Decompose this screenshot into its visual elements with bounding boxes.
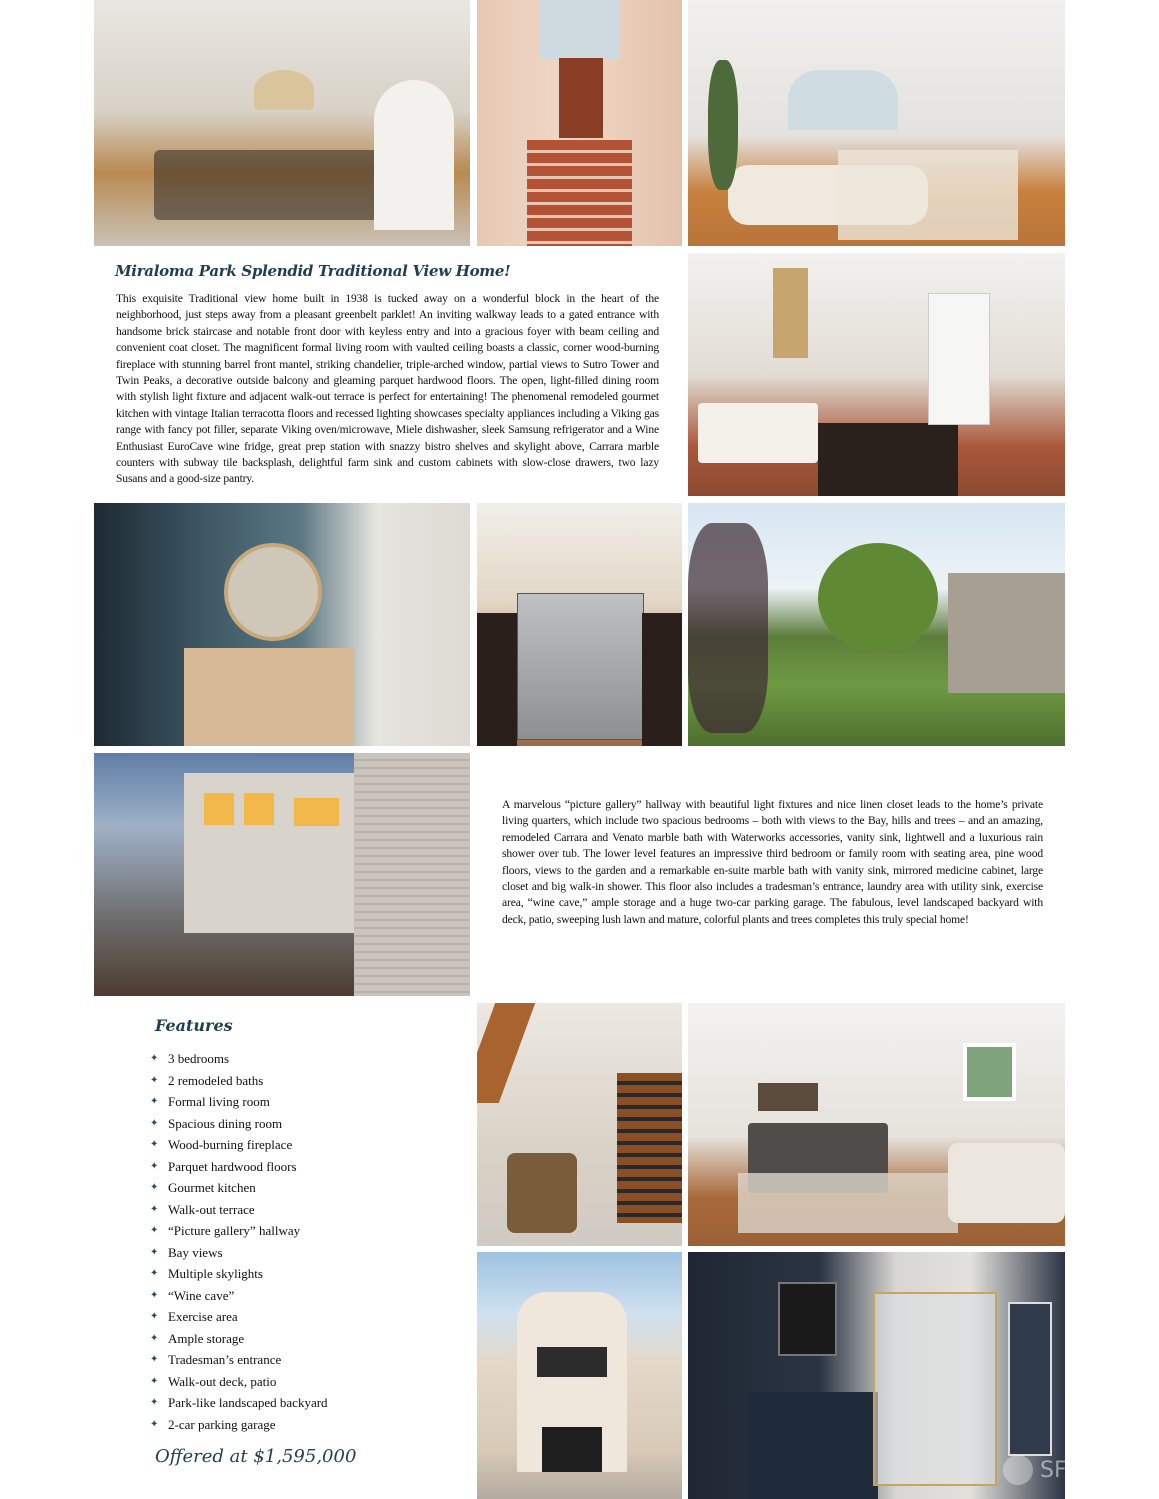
- diamond-bullet-icon: ✦: [150, 1225, 159, 1236]
- diamond-bullet-icon: ✦: [150, 1311, 159, 1322]
- feature-item: ✦ Spacious dining room: [150, 1113, 328, 1135]
- watermark-logo-icon: [1003, 1455, 1033, 1485]
- feature-item: ✦ 2-car parking garage: [150, 1414, 328, 1436]
- diamond-bullet-icon: ✦: [150, 1418, 159, 1430]
- diamond-bullet-icon: ✦: [150, 1354, 159, 1365]
- dining-room-photo: [94, 0, 470, 246]
- feature-item: ✦ Ample storage: [150, 1328, 328, 1350]
- feature-item: ✦ “Picture gallery” hallway: [150, 1220, 328, 1242]
- rear-exterior-photo: [94, 753, 470, 996]
- diamond-bullet-icon: ✦: [150, 1332, 159, 1344]
- watermark-text: SF: [1040, 1458, 1067, 1483]
- kitchen-photo: [688, 253, 1065, 496]
- feature-item: ✦ Wood-burning fireplace: [150, 1134, 328, 1156]
- bathroom-photo: [94, 503, 470, 746]
- diamond-bullet-icon: ✦: [150, 1160, 159, 1172]
- diamond-bullet-icon: ✦: [150, 1117, 159, 1129]
- feature-item: ✦ Bay views: [150, 1242, 328, 1264]
- listing-description-2: A marvelous “picture gallery” hallway with beautiful light fixtures and nice linen closet leads to the home’s private living quarters, which include two spacious bedrooms – both with views to the Bay, hills and trees – and an amazing, remodeled Carrara and Venato marble bath with Waterworks accessories, vanity sink, lightwell and a luxurious rain shower over tub. The lower level features an impressive third bedroom or family room with seating area, pine wood floors, views to the garden and a remarkable en-suite marble bath with vanity sink, mirrored medicine cabinet, large closet and big walk-in shower. This floor also includes a tradesman’s entrance, laundry area with utility sink, exercise area, “wine cave,” ample storage and a huge two-car parking garage. The fabulous, level landscaped backyard with deck, patio, sweeping lush lawn and mature, colorful plants and trees completes this truly special home!: [502, 798, 1043, 926]
- bedroom-photo: [688, 1003, 1065, 1246]
- diamond-bullet-icon: ✦: [150, 1182, 159, 1193]
- diamond-bullet-icon: ✦: [150, 1096, 159, 1107]
- feature-item: ✦ Walk-out terrace: [150, 1199, 328, 1221]
- feature-item: ✦ Tradesman’s entrance: [150, 1349, 328, 1371]
- backyard-photo: [688, 503, 1065, 746]
- feature-item: ✦ Park-like landscaped backyard: [150, 1392, 328, 1414]
- features-list: [150, 1048, 328, 1435]
- feature-item: ✦ “Wine cave”: [150, 1285, 328, 1307]
- diamond-bullet-icon: ✦: [150, 1203, 159, 1215]
- feature-item: ✦ 3 bedrooms: [150, 1048, 328, 1070]
- feature-item: ✦ Multiple skylights: [150, 1263, 328, 1285]
- diamond-bullet-icon: ✦: [150, 1375, 159, 1387]
- wine-cave-photo: [477, 1003, 682, 1246]
- entry-staircase-photo: [477, 0, 682, 246]
- feature-item: ✦ Walk-out deck, patio: [150, 1371, 328, 1393]
- feature-item: ✦ Exercise area: [150, 1306, 328, 1328]
- feature-item: ✦ 2 remodeled baths: [150, 1070, 328, 1092]
- price: Offered at $1,595,000: [155, 1446, 357, 1467]
- diamond-bullet-icon: ✦: [150, 1074, 159, 1086]
- front-exterior-photo: [477, 1252, 682, 1499]
- features-heading: Features: [155, 1016, 233, 1035]
- listing-description-1: This exquisite Traditional view home built in 1938 is tucked away on a wonderful block in the heart of the neighborhood, just steps away from a pleasant greenbelt parklet! An inviting walkway leads to a gated entrance with handsome brick staircase and notable front door with keyless entry and into a gracious foyer with beam ceiling and convenient coat closet. The magnificent formal living room with vaulted ceiling boasts a classic, corner wood-burning fireplace with stunning barrel front mantel, striking chandelier, triple-arched window, partial views to Sutro Tower and Twin Peaks, a decorative outside balcony and gleaming parquet hardwood floors. The open, light-filled dining room with stylish light fixture and adjacent walk-out terrace is perfect for entertaining! The phenomenal remodeled gourmet kitchen with vintage Italian terracotta floors and recessed lighting showcases specialty appliances including a Viking gas range with fancy pot filler, separate Viking oven/microwave, Miele dishwasher, sleek Samsung refrigerator and a Wine Enthusiast EuroCave wine fridge, great prep station with snazzy bistro shelves and skylight above, Carrara marble counters with subway tile backsplash, delightful farm sink and custom cabinets with slow-close drawers, two lazy Susans and a good-size pantry.: [116, 292, 659, 486]
- diamond-bullet-icon: ✦: [150, 1289, 159, 1301]
- diamond-bullet-icon: ✦: [150, 1139, 159, 1150]
- feature-item: ✦ Gourmet kitchen: [150, 1177, 328, 1199]
- diamond-bullet-icon: ✦: [150, 1397, 159, 1408]
- living-room-photo: [688, 0, 1065, 246]
- diamond-bullet-icon: ✦: [150, 1246, 159, 1258]
- feature-item: ✦ Parquet hardwood floors: [150, 1156, 328, 1178]
- feature-item: ✦ Formal living room: [150, 1091, 328, 1113]
- diamond-bullet-icon: ✦: [150, 1268, 159, 1279]
- range-photo: [477, 503, 682, 746]
- listing-title: Miraloma Park Splendid Traditional View Home!: [115, 262, 511, 280]
- diamond-bullet-icon: ✦: [150, 1053, 159, 1064]
